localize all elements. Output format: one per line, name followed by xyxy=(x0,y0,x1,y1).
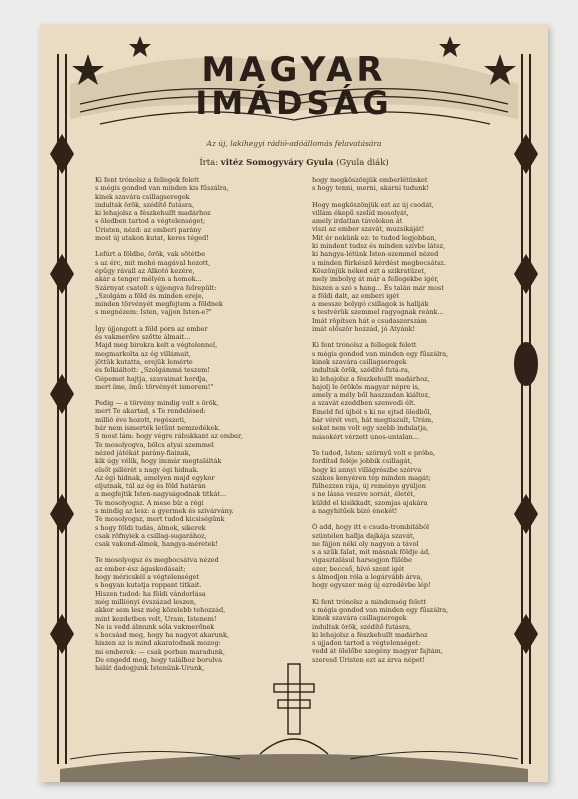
poem-stanza xyxy=(312,523,512,589)
poem-line: indultak örök, szédítő futásra, xyxy=(312,622,412,631)
poem-line: a messze bolygó csillagok is hallják xyxy=(312,300,429,309)
poem-line: a nagyhitűek bízó énekét! xyxy=(312,506,398,515)
poem-line: ne fájjon néki oly nagyon a távol xyxy=(312,539,419,548)
poem-line: szeresd Úristen ezt az árva népet! xyxy=(312,655,426,664)
poem-line: mert Te akartad, s Te rendelésed: xyxy=(95,407,206,416)
poem-line: amely a mély ből haszzadan kiáltoz, xyxy=(312,391,431,400)
poem-line: s ne lássa veszve sorsát, életét, xyxy=(312,490,416,499)
poem-line: s az érc, mit mohó magával hozott, xyxy=(95,258,211,267)
poem-stanza xyxy=(312,201,512,334)
poem-line: Ne is vedd álmunk sóla vakmerőnek xyxy=(95,622,215,631)
poem-line: és vakmerőre szőtte álmait... xyxy=(95,333,191,342)
poem-line: mint kezdetben volt, Uram, Istenem! xyxy=(95,614,217,623)
poem-line: s álmodjon róla a legárvább árva, xyxy=(312,573,423,582)
title-line-2: IMÁDSÁG xyxy=(195,84,393,122)
poem-line: csak vakond-álmok, hangya-méretek! xyxy=(95,540,219,549)
poem-line: még milliónyi évszázad leszen, xyxy=(95,597,197,606)
poem-line: Úristen, nézd: az emberi parány xyxy=(95,225,202,234)
poem-line: sokat nem volt egy szebb indulatja, xyxy=(312,424,429,433)
poem-line: Te mosolyogsz. A mese bíz a régi xyxy=(95,498,204,507)
poem-line: Így újjongott a föld porn az ember xyxy=(95,324,208,333)
poem-line: kik úgy vélik, hogy immár megtalálták xyxy=(95,457,222,466)
poem-line: a földi dalt, az emberi igét xyxy=(312,291,399,300)
poem-line: hálát dadogjunk Istenünk-Urunk, xyxy=(95,664,205,673)
poem-sheet xyxy=(40,24,548,782)
author-suffix: (Gyula diák) xyxy=(333,158,389,168)
poem-stanza xyxy=(95,399,295,548)
poem-line: s mégis gondod van minden egy fűszálra, xyxy=(312,349,449,358)
poem-line: hajolj le örökös magyar népre is, xyxy=(312,382,420,391)
poem-line: jöttük kutatta, erejük lemérte xyxy=(95,357,193,366)
poem-line: Emeld fel újból s ki ne ejtsd öledből, xyxy=(312,407,432,416)
poem-line: a szavát ezeddben szenvedi élt. xyxy=(312,399,416,408)
poem-line: amely irdatlan távolokon át xyxy=(312,217,403,226)
poem-line: Ó add, hogy itt e csuda-trombitából xyxy=(312,523,430,532)
author-line xyxy=(40,158,548,168)
poem-line: mi emberek: — csak porban maradunk, xyxy=(95,647,225,656)
author-name: vitéz Somogyváry Gyula xyxy=(220,158,334,168)
poem-line: szüntelen hallja dajkája szavát, xyxy=(312,531,415,540)
poem-line: S most lám: hogy végre rábukkant az ember, xyxy=(95,432,243,441)
poem-line: millió éve hozott, regészeti, xyxy=(95,415,187,424)
poem-line: De engedd meg, hogy találhoz borulva xyxy=(95,656,222,665)
poem-line: csak röfnyiek a csillag-sugarához, xyxy=(95,531,207,540)
poem-line: Az égi hídnak, amelyen majd egykor xyxy=(95,473,215,482)
poem-stanza xyxy=(312,449,512,515)
poem-line: s a szűk falat, mit másnak földje ád, xyxy=(312,548,431,557)
poem-line: s hogyan kutatja roppant titkait. xyxy=(95,581,202,590)
poem-line: kinek szavára csillagseregek xyxy=(95,192,190,201)
poem-line: Hogy megköszönjük ezt az új csodát, xyxy=(312,200,434,209)
poem-line: megmarkolta az ég villámait, xyxy=(95,349,191,358)
poem-line: s megnézem: Isten, vajjon Isten-e?" xyxy=(95,308,212,317)
poem-line: szákos kenyéren tép minden magát; xyxy=(312,473,431,482)
poem-line: vedd át ölelőbe szegény magyar fajtám, xyxy=(312,647,443,656)
poem-line: hogy egyszer még új ezredévbe lép! xyxy=(312,581,431,590)
poem-line: ki mindent tudsz és minden szívbe látsz, xyxy=(312,242,446,251)
poem-line: mert íme, ímű: törvényét ismerem!" xyxy=(95,382,214,391)
poem-line: imát először hozzád, jó Atyánk! xyxy=(312,325,416,334)
poem-line: „Szolgám a föld és minden ereje, xyxy=(95,291,204,300)
poem-line: Ki fent trónolsz a mindenség felett xyxy=(312,597,427,606)
poem-line: s mégis gondod van minden egy fűszálra, xyxy=(312,605,449,614)
poem-line: s mindig az lesz: a gyermek és szivárvány. xyxy=(95,506,234,515)
poem-line: mely imbolyg át már a fellegekbe ígér, xyxy=(312,275,439,284)
poem-right-column xyxy=(312,176,512,672)
poem-line: hiszen a szó s hang... És talán már most xyxy=(312,283,444,292)
poem-line: nézed játékát parány-fiainak, xyxy=(95,448,191,457)
poem-line: épűgy rávall az Alkotó kezére, xyxy=(95,266,195,275)
author-prefix: Írta: xyxy=(199,158,221,168)
poem-line: viszi az ember szavát, muzsikáját! xyxy=(312,225,425,234)
poem-line: ki lehajolsz a fészkehullt madárhoz xyxy=(95,209,211,218)
poem-line: másokért vérzett unos-untalan... xyxy=(312,432,420,441)
poem-line: akár a tenger mélyén a homok... xyxy=(95,275,202,284)
poem-line: vigasztalásul harsogjon fülébe xyxy=(312,556,412,565)
poem-line: Te mosolyogsz és megbocsátva nézed xyxy=(95,556,219,565)
poem-line: s minden fürkésző kérdést megbocsátsz. xyxy=(312,258,446,267)
poem-line: Szárnyat csatolt s újjongva felrepült: xyxy=(95,283,217,292)
poem-line: bár nem ismerték letűnt nemzedékek. xyxy=(95,424,221,433)
poem-line: s ujjadon tartod a végtelenséget: xyxy=(312,639,421,648)
poem-line: Lefúrt a földbe, örök, vak sötétbe xyxy=(95,250,206,259)
poem-stanza xyxy=(312,176,512,193)
poem-left-column xyxy=(95,176,295,681)
poem-line: s bocsásd meg, hogy ha nagyot akarunk, xyxy=(95,631,229,640)
poem-line: hogy méricskél a végtelenséget xyxy=(95,573,200,582)
poem-line: s testvérük szemmel ragyognak reánk... xyxy=(312,308,444,317)
poem-line: indultak örök, szédítő futá-ra, xyxy=(312,366,410,375)
poem-line: indultak örök, szédítő futásra, xyxy=(95,200,195,209)
poem-line: ki hangya-létünk Isten-szemmel nézed xyxy=(312,250,439,259)
poem-stanza xyxy=(312,341,512,441)
poem-line: hogy ki annyi villágrészbe szórva xyxy=(312,465,422,474)
poem-line: minden törvényét megfejtem a földnek xyxy=(95,300,223,309)
poem-line: ki lehajolsz a fészkehullt madárhoz, xyxy=(312,374,430,383)
poem-line: ezer, beccső, hívó szent igét xyxy=(312,564,405,573)
poem-line: fordítsd feléje jobbik csillagát, xyxy=(312,457,413,466)
poem-line: Hiszen tudod: ha földi vándorlása xyxy=(95,589,206,598)
title-line-1: MAGYAR xyxy=(201,50,387,90)
poem-line: Te mosolyogva, bölcs atyai szemmel xyxy=(95,440,214,449)
poem-line: Te tudod, Isten: szörnyű volt e próba, xyxy=(312,448,436,457)
poem-line: s hogy tenni, merni, akarni tudunk! xyxy=(312,184,429,193)
poem-line: Gépemet hajtja, szavaimat hordja, xyxy=(95,374,208,383)
poem-line: küldd el kisikkadt, szomjas ajakára xyxy=(312,498,428,507)
poem-line: villám ékepű szelíd mosolyát, xyxy=(312,208,409,217)
poem-line: s mégis gondod van minden kis fűszálra, xyxy=(95,184,229,193)
poem-stanza xyxy=(95,556,295,672)
poem-line: eljutnak, túl az ég és föld határán xyxy=(95,482,206,491)
poem-line: Ki fent trónolsz a fellegek felett xyxy=(95,176,200,184)
poem-stanza xyxy=(95,176,295,242)
poem-line: Köszönjük néked ezt a szikratüzet, xyxy=(312,266,427,275)
poem-line: Imát röpítsen hát e csudaszerszám xyxy=(312,316,427,325)
poem-line: kinek szavára csillagseregek xyxy=(312,357,407,366)
poem-line: bár vérét veri, hát megtiszult, Urám, xyxy=(312,416,434,425)
poem-line: Mit ér nekünk ez: te tudod legjobban, xyxy=(312,233,437,242)
subtitle: Az új, lakihegyi rádió-adóállomás felavatására xyxy=(206,139,382,148)
poem-line: Te mosolyogsz, mert tudod kicsiségünk xyxy=(95,515,225,524)
poem-line: Majd meg birokra kelt a végtelennel, xyxy=(95,341,218,350)
poem-line: hogy megköszönjük emberlétünket xyxy=(312,176,428,184)
poem-line: az ember-ész ágaskodásait; xyxy=(95,564,186,573)
poem-line: és felkiáltott: „Szolgámmá teszem! xyxy=(95,366,210,375)
poem-line: elsőt pillérét s nagy égi hidnak. xyxy=(95,465,199,474)
poem-line: s öledben tartod a végtelenséget; xyxy=(95,217,206,226)
poem-line: Ki fent trónolsz a fellegek felett xyxy=(312,341,417,350)
poem-line: akkor sem lesz még közelebb tehozzád, xyxy=(95,606,226,615)
poem-stanza xyxy=(312,598,512,664)
poem-line: most új utakon kutat, keres téged! xyxy=(95,234,209,243)
poem-line: ki lehajolsz a fészkehullt madárhoz xyxy=(312,630,428,639)
poem-stanza xyxy=(95,325,295,391)
poem-line: a megfejtik Isten-nagyságodnak titkát... xyxy=(95,490,227,499)
poem-line: hiszen az is mind akaratodnak mozog: xyxy=(95,639,221,648)
poem-line: s hogy földi tudás, álmok, sikerek xyxy=(95,523,206,532)
poem-line: Pedig — a törvény mindig volt s örök, xyxy=(95,399,219,408)
poem-line: kinek szavára csillagseregek xyxy=(312,614,407,623)
poem-stanza xyxy=(95,250,295,316)
poem-line: fülhezzen rája, új reménye gyúljon xyxy=(312,482,426,491)
